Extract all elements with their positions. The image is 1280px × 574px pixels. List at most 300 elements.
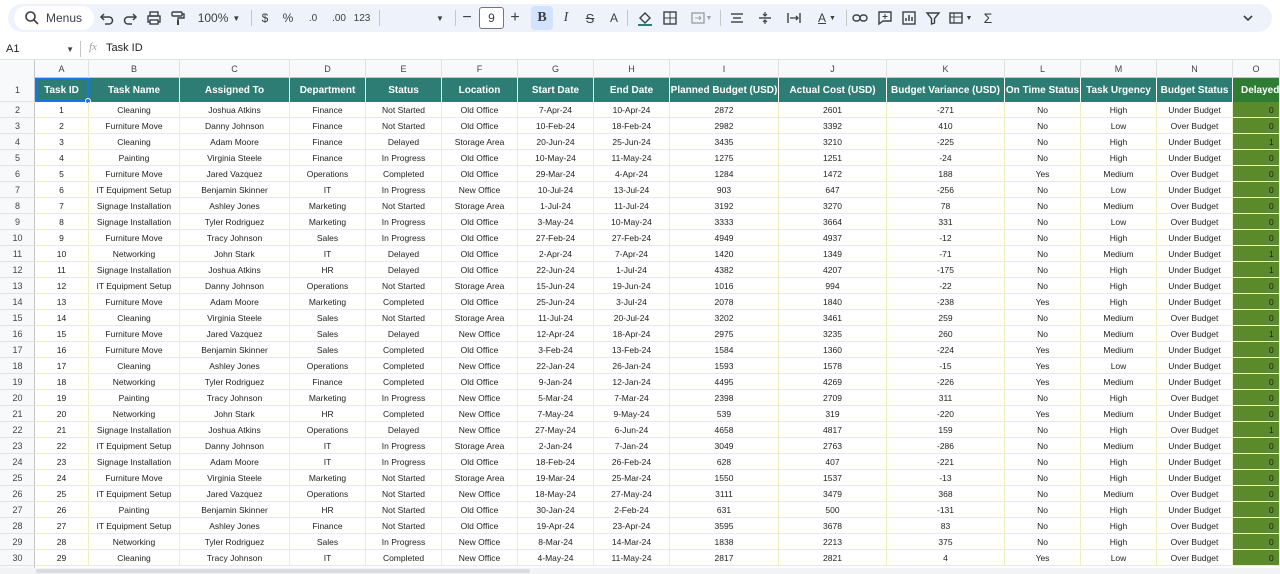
- table-cell[interactable]: 20-Jun-24: [518, 134, 594, 150]
- table-cell[interactable]: High: [1081, 230, 1157, 246]
- table-cell[interactable]: 13: [35, 294, 89, 310]
- table-cell[interactable]: 0: [1233, 294, 1280, 310]
- table-cell[interactable]: Benjamin Skinner: [180, 502, 290, 518]
- table-cell[interactable]: Signage Installation: [89, 198, 180, 214]
- table-cell[interactable]: Furniture Move: [89, 230, 180, 246]
- table-cell[interactable]: 2982: [670, 118, 779, 134]
- table-cell[interactable]: In Progress: [366, 214, 442, 230]
- table-cell[interactable]: 0: [1233, 310, 1280, 326]
- row-header[interactable]: 29: [0, 534, 35, 550]
- table-cell[interactable]: Networking: [89, 374, 180, 390]
- table-cell[interactable]: Medium: [1081, 166, 1157, 182]
- table-cell[interactable]: Benjamin Skinner: [180, 342, 290, 358]
- table-cell[interactable]: 368: [887, 486, 1005, 502]
- table-cell[interactable]: 1578: [779, 358, 887, 374]
- table-cell[interactable]: 19-Jun-24: [594, 278, 670, 294]
- table-cell[interactable]: 0: [1233, 374, 1280, 390]
- table-cell[interactable]: Yes: [1005, 342, 1081, 358]
- row-header[interactable]: 18: [0, 358, 35, 374]
- table-cell[interactable]: Old Office: [442, 342, 518, 358]
- table-cell[interactable]: Not Started: [366, 310, 442, 326]
- table-cell[interactable]: Ashley Jones: [180, 358, 290, 374]
- table-cell[interactable]: Under Budget: [1157, 102, 1233, 118]
- header-cell[interactable]: Location: [442, 78, 518, 102]
- table-cell[interactable]: Yes: [1005, 358, 1081, 374]
- table-cell[interactable]: 18-Apr-24: [594, 326, 670, 342]
- table-cell[interactable]: 647: [779, 182, 887, 198]
- table-cell[interactable]: High: [1081, 150, 1157, 166]
- table-cell[interactable]: Sales: [290, 230, 366, 246]
- row-header[interactable]: 21: [0, 406, 35, 422]
- table-cell[interactable]: 2078: [670, 294, 779, 310]
- table-cell[interactable]: 1838: [670, 534, 779, 550]
- table-cell[interactable]: 25-Jun-24: [594, 134, 670, 150]
- header-cell[interactable]: Budget Variance (USD): [887, 78, 1005, 102]
- header-cell[interactable]: Task Urgency: [1081, 78, 1157, 102]
- font-size-input[interactable]: [479, 7, 504, 29]
- table-cell[interactable]: Virginia Steele: [180, 150, 290, 166]
- table-cell[interactable]: 10: [35, 246, 89, 262]
- table-cell[interactable]: 3: [35, 134, 89, 150]
- table-cell[interactable]: 0: [1233, 182, 1280, 198]
- formula-input[interactable]: Task ID: [106, 42, 143, 54]
- table-cell[interactable]: Old Office: [442, 246, 518, 262]
- table-cell[interactable]: Yes: [1005, 166, 1081, 182]
- percent-format-button[interactable]: [281, 6, 295, 30]
- table-cell[interactable]: 1016: [670, 278, 779, 294]
- table-cell[interactable]: 15-Jun-24: [518, 278, 594, 294]
- table-cell[interactable]: Marketing: [290, 390, 366, 406]
- table-cell[interactable]: 27-Feb-24: [518, 230, 594, 246]
- table-cell[interactable]: IT: [290, 550, 366, 566]
- table-cell[interactable]: 22-Jun-24: [518, 262, 594, 278]
- table-cell[interactable]: 3435: [670, 134, 779, 150]
- table-cell[interactable]: Medium: [1081, 406, 1157, 422]
- borders-icon[interactable]: [661, 6, 679, 30]
- table-cell[interactable]: High: [1081, 534, 1157, 550]
- table-cell[interactable]: No: [1005, 470, 1081, 486]
- table-cell[interactable]: Under Budget: [1157, 502, 1233, 518]
- table-cell[interactable]: Not Started: [366, 470, 442, 486]
- table-cell[interactable]: 1: [1233, 262, 1280, 278]
- table-cell[interactable]: In Progress: [366, 390, 442, 406]
- table-cell[interactable]: Painting: [89, 390, 180, 406]
- table-cell[interactable]: Under Budget: [1157, 182, 1233, 198]
- table-cell[interactable]: 0: [1233, 438, 1280, 454]
- table-cell[interactable]: Medium: [1081, 486, 1157, 502]
- table-cell[interactable]: Danny Johnson: [180, 438, 290, 454]
- table-cell[interactable]: 7-May-24: [518, 406, 594, 422]
- table-cell[interactable]: Storage Area: [442, 310, 518, 326]
- table-cell[interactable]: 2213: [779, 534, 887, 550]
- table-cell[interactable]: 4937: [779, 230, 887, 246]
- table-cell[interactable]: -256: [887, 182, 1005, 198]
- column-header-l[interactable]: L: [1005, 60, 1081, 78]
- table-cell[interactable]: 259: [887, 310, 1005, 326]
- table-cell[interactable]: Adam Moore: [180, 134, 290, 150]
- table-cell[interactable]: 10-May-24: [518, 150, 594, 166]
- table-cell[interactable]: No: [1005, 182, 1081, 198]
- merge-cells-icon[interactable]: [686, 6, 716, 30]
- header-cell[interactable]: Assigned To: [180, 78, 290, 102]
- row-header[interactable]: 3: [0, 118, 35, 134]
- table-cell[interactable]: Tyler Rodriguez: [180, 374, 290, 390]
- table-cell[interactable]: 331: [887, 214, 1005, 230]
- table-cell[interactable]: 13-Feb-24: [594, 342, 670, 358]
- table-cell[interactable]: IT Equipment Setup: [89, 182, 180, 198]
- table-cell[interactable]: 25-Mar-24: [594, 470, 670, 486]
- table-cell[interactable]: HR: [290, 262, 366, 278]
- text-rotation-button[interactable]: [813, 6, 841, 30]
- table-cell[interactable]: 539: [670, 406, 779, 422]
- table-cell[interactable]: 0: [1233, 358, 1280, 374]
- table-cell[interactable]: 2872: [670, 102, 779, 118]
- table-cell[interactable]: 7-Apr-24: [594, 246, 670, 262]
- table-cell[interactable]: Not Started: [366, 278, 442, 294]
- table-cell[interactable]: No: [1005, 518, 1081, 534]
- table-cell[interactable]: Delayed: [366, 326, 442, 342]
- table-cell[interactable]: 18-May-24: [518, 486, 594, 502]
- table-cell[interactable]: Ashley Jones: [180, 518, 290, 534]
- table-cell[interactable]: No: [1005, 246, 1081, 262]
- table-cell[interactable]: HR: [290, 502, 366, 518]
- row-header[interactable]: 9: [0, 214, 35, 230]
- table-cell[interactable]: 2709: [779, 390, 887, 406]
- decrease-decimal-button[interactable]: [304, 6, 322, 30]
- table-cell[interactable]: 0: [1233, 502, 1280, 518]
- table-cell[interactable]: 3-May-24: [518, 214, 594, 230]
- table-cell[interactable]: Over Budget: [1157, 166, 1233, 182]
- table-cell[interactable]: 16: [35, 342, 89, 358]
- table-cell[interactable]: Old Office: [442, 454, 518, 470]
- chart-icon[interactable]: [900, 6, 918, 30]
- table-cell[interactable]: -131: [887, 502, 1005, 518]
- column-header-o[interactable]: O: [1233, 60, 1280, 78]
- table-cell[interactable]: 407: [779, 454, 887, 470]
- table-cell[interactable]: 0: [1233, 118, 1280, 134]
- table-cell[interactable]: 1349: [779, 246, 887, 262]
- table-cell[interactable]: High: [1081, 422, 1157, 438]
- table-cell[interactable]: New Office: [442, 534, 518, 550]
- table-cell[interactable]: Under Budget: [1157, 262, 1233, 278]
- table-cell[interactable]: Medium: [1081, 246, 1157, 262]
- table-cell[interactable]: 1: [35, 102, 89, 118]
- table-cell[interactable]: In Progress: [366, 454, 442, 470]
- table-cell[interactable]: 3235: [779, 326, 887, 342]
- table-cell[interactable]: Under Budget: [1157, 134, 1233, 150]
- table-cell[interactable]: 2: [35, 118, 89, 134]
- table-cell[interactable]: 27-May-24: [594, 486, 670, 502]
- row-header[interactable]: 2: [0, 102, 35, 118]
- table-cell[interactable]: Old Office: [442, 214, 518, 230]
- table-cell[interactable]: Low: [1081, 182, 1157, 198]
- table-cell[interactable]: -271: [887, 102, 1005, 118]
- table-cell[interactable]: Not Started: [366, 102, 442, 118]
- table-cell[interactable]: 12: [35, 278, 89, 294]
- row-header[interactable]: 14: [0, 294, 35, 310]
- table-cell[interactable]: Sales: [290, 534, 366, 550]
- table-cell[interactable]: Marketing: [290, 198, 366, 214]
- table-cell[interactable]: Delayed: [366, 262, 442, 278]
- column-header-f[interactable]: F: [442, 60, 518, 78]
- table-cell[interactable]: Networking: [89, 246, 180, 262]
- table-cell[interactable]: 3111: [670, 486, 779, 502]
- table-cell[interactable]: New Office: [442, 406, 518, 422]
- table-cell[interactable]: 1472: [779, 166, 887, 182]
- table-cell[interactable]: 2975: [670, 326, 779, 342]
- table-cell[interactable]: 20: [35, 406, 89, 422]
- table-cell[interactable]: Signage Installation: [89, 454, 180, 470]
- table-cell[interactable]: New Office: [442, 422, 518, 438]
- row-header[interactable]: 11: [0, 246, 35, 262]
- column-header-e[interactable]: E: [366, 60, 442, 78]
- table-cell[interactable]: Completed: [366, 374, 442, 390]
- table-cell[interactable]: Medium: [1081, 374, 1157, 390]
- table-cell[interactable]: Operations: [290, 278, 366, 294]
- table-cell[interactable]: Medium: [1081, 326, 1157, 342]
- table-cell[interactable]: High: [1081, 518, 1157, 534]
- row-header[interactable]: 24: [0, 454, 35, 470]
- table-cell[interactable]: 4269: [779, 374, 887, 390]
- table-cell[interactable]: Furniture Move: [89, 470, 180, 486]
- table-cell[interactable]: 1420: [670, 246, 779, 262]
- table-cell[interactable]: Medium: [1081, 438, 1157, 454]
- bold-button[interactable]: [531, 6, 553, 30]
- row-header[interactable]: 19: [0, 374, 35, 390]
- fill-color-icon[interactable]: [636, 6, 654, 30]
- table-cell[interactable]: New Office: [442, 390, 518, 406]
- table-cell[interactable]: Low: [1081, 550, 1157, 566]
- table-cell[interactable]: Not Started: [366, 502, 442, 518]
- table-cell[interactable]: Delayed: [366, 246, 442, 262]
- column-header-b[interactable]: B: [89, 60, 180, 78]
- table-cell[interactable]: Old Office: [442, 374, 518, 390]
- table-cell[interactable]: 19: [35, 390, 89, 406]
- table-cell[interactable]: Over Budget: [1157, 518, 1233, 534]
- table-cell[interactable]: Benjamin Skinner: [180, 182, 290, 198]
- table-cell[interactable]: 1: [1233, 134, 1280, 150]
- header-cell[interactable]: Task Name: [89, 78, 180, 102]
- increase-decimal-button[interactable]: [328, 6, 350, 30]
- table-cell[interactable]: Medium: [1081, 342, 1157, 358]
- table-cell[interactable]: Sales: [290, 326, 366, 342]
- table-cell[interactable]: 27-May-24: [518, 422, 594, 438]
- table-cell[interactable]: Old Office: [442, 294, 518, 310]
- row-header[interactable]: 4: [0, 134, 35, 150]
- header-cell[interactable]: Budget Status: [1157, 78, 1233, 102]
- horizontal-scrollbar[interactable]: [0, 568, 1280, 574]
- table-cell[interactable]: Operations: [290, 166, 366, 182]
- table-cell[interactable]: 5: [35, 166, 89, 182]
- table-cell[interactable]: Finance: [290, 150, 366, 166]
- more-formats-button[interactable]: [352, 6, 372, 30]
- table-cell[interactable]: Yes: [1005, 374, 1081, 390]
- table-cell[interactable]: 6: [35, 182, 89, 198]
- table-cell[interactable]: 8: [35, 214, 89, 230]
- table-cell[interactable]: Medium: [1081, 198, 1157, 214]
- table-cell[interactable]: 1284: [670, 166, 779, 182]
- column-header-c[interactable]: C: [180, 60, 290, 78]
- paint-format-icon[interactable]: [169, 6, 187, 30]
- table-cell[interactable]: Furniture Move: [89, 342, 180, 358]
- table-cell[interactable]: Under Budget: [1157, 454, 1233, 470]
- table-cell[interactable]: 20-Jul-24: [594, 310, 670, 326]
- table-cell[interactable]: 12-Apr-24: [518, 326, 594, 342]
- row-header[interactable]: 6: [0, 166, 35, 182]
- table-cell[interactable]: Under Budget: [1157, 150, 1233, 166]
- table-cell[interactable]: 26-Jan-24: [594, 358, 670, 374]
- table-cell[interactable]: Completed: [366, 358, 442, 374]
- table-cell[interactable]: 500: [779, 502, 887, 518]
- row-header[interactable]: 25: [0, 470, 35, 486]
- table-cell[interactable]: -224: [887, 342, 1005, 358]
- table-cell[interactable]: High: [1081, 454, 1157, 470]
- table-cell[interactable]: 2817: [670, 550, 779, 566]
- table-cell[interactable]: 3192: [670, 198, 779, 214]
- table-cell[interactable]: 3270: [779, 198, 887, 214]
- table-cell[interactable]: 0: [1233, 230, 1280, 246]
- header-cell[interactable]: On Time Status: [1005, 78, 1081, 102]
- table-cell[interactable]: 0: [1233, 166, 1280, 182]
- table-cell[interactable]: Finance: [290, 134, 366, 150]
- table-cell[interactable]: High: [1081, 102, 1157, 118]
- header-cell[interactable]: Status: [366, 78, 442, 102]
- table-cell[interactable]: Furniture Move: [89, 118, 180, 134]
- table-cell[interactable]: Painting: [89, 150, 180, 166]
- table-cell[interactable]: Finance: [290, 374, 366, 390]
- font-dropdown[interactable]: [430, 6, 450, 30]
- table-cell[interactable]: Low: [1081, 214, 1157, 230]
- table-cell[interactable]: Signage Installation: [89, 214, 180, 230]
- table-cell[interactable]: Painting: [89, 502, 180, 518]
- column-header-g[interactable]: G: [518, 60, 594, 78]
- table-cell[interactable]: No: [1005, 118, 1081, 134]
- table-cell[interactable]: No: [1005, 102, 1081, 118]
- table-cell[interactable]: In Progress: [366, 182, 442, 198]
- table-cell[interactable]: Furniture Move: [89, 166, 180, 182]
- table-cell[interactable]: Adam Moore: [180, 294, 290, 310]
- table-cell[interactable]: Sales: [290, 310, 366, 326]
- table-cell[interactable]: Under Budget: [1157, 438, 1233, 454]
- table-cell[interactable]: 3461: [779, 310, 887, 326]
- row-header[interactable]: 13: [0, 278, 35, 294]
- table-cell[interactable]: New Office: [442, 358, 518, 374]
- table-cell[interactable]: Under Budget: [1157, 470, 1233, 486]
- table-cell[interactable]: Old Office: [442, 502, 518, 518]
- table-cell[interactable]: 25: [35, 486, 89, 502]
- table-cell[interactable]: 3664: [779, 214, 887, 230]
- table-cell[interactable]: 375: [887, 534, 1005, 550]
- zoom-select[interactable]: [194, 6, 244, 30]
- table-cell[interactable]: Adam Moore: [180, 454, 290, 470]
- table-cell[interactable]: New Office: [442, 326, 518, 342]
- table-cell[interactable]: Virginia Steele: [180, 470, 290, 486]
- table-cell[interactable]: Jared Vazquez: [180, 326, 290, 342]
- table-cell[interactable]: 0: [1233, 550, 1280, 566]
- table-cell[interactable]: Completed: [366, 294, 442, 310]
- table-cell[interactable]: 631: [670, 502, 779, 518]
- table-cell[interactable]: 17: [35, 358, 89, 374]
- table-cell[interactable]: 2821: [779, 550, 887, 566]
- table-cell[interactable]: Operations: [290, 358, 366, 374]
- table-cell[interactable]: HR: [290, 406, 366, 422]
- table-cell[interactable]: 4495: [670, 374, 779, 390]
- table-cell[interactable]: Storage Area: [442, 278, 518, 294]
- column-header-a[interactable]: A: [35, 60, 89, 78]
- table-cell[interactable]: Over Budget: [1157, 550, 1233, 566]
- table-cell[interactable]: No: [1005, 486, 1081, 502]
- table-cell[interactable]: 1: [1233, 246, 1280, 262]
- table-cell[interactable]: No: [1005, 230, 1081, 246]
- row-header[interactable]: 26: [0, 486, 35, 502]
- table-cell[interactable]: 12-Jan-24: [594, 374, 670, 390]
- table-cell[interactable]: 2398: [670, 390, 779, 406]
- table-cell[interactable]: 0: [1233, 470, 1280, 486]
- table-cell[interactable]: Tyler Rodriguez: [180, 534, 290, 550]
- table-cell[interactable]: Not Started: [366, 486, 442, 502]
- table-cell[interactable]: 311: [887, 390, 1005, 406]
- table-cell[interactable]: 0: [1233, 214, 1280, 230]
- text-color-button[interactable]: [606, 6, 622, 30]
- table-cell[interactable]: 4658: [670, 422, 779, 438]
- row-header[interactable]: 15: [0, 310, 35, 326]
- table-cell[interactable]: 28: [35, 534, 89, 550]
- table-cell[interactable]: 3392: [779, 118, 887, 134]
- table-cell[interactable]: 4: [35, 150, 89, 166]
- table-cell[interactable]: Ashley Jones: [180, 198, 290, 214]
- table-cell[interactable]: 83: [887, 518, 1005, 534]
- table-cell[interactable]: No: [1005, 502, 1081, 518]
- table-cell[interactable]: 14: [35, 310, 89, 326]
- column-header-m[interactable]: M: [1081, 60, 1157, 78]
- row-header[interactable]: 5: [0, 150, 35, 166]
- table-cell[interactable]: Medium: [1081, 310, 1157, 326]
- vertical-align-icon[interactable]: [753, 6, 777, 30]
- table-cell[interactable]: Over Budget: [1157, 118, 1233, 134]
- table-cell[interactable]: 0: [1233, 150, 1280, 166]
- table-cell[interactable]: Over Budget: [1157, 198, 1233, 214]
- table-cell[interactable]: Joshua Atkins: [180, 102, 290, 118]
- table-cell[interactable]: New Office: [442, 550, 518, 566]
- table-cell[interactable]: Yes: [1005, 550, 1081, 566]
- table-cell[interactable]: 159: [887, 422, 1005, 438]
- table-cell[interactable]: 27: [35, 518, 89, 534]
- table-cell[interactable]: 27-Feb-24: [594, 230, 670, 246]
- table-cell[interactable]: Storage Area: [442, 198, 518, 214]
- table-cell[interactable]: 10-Jul-24: [518, 182, 594, 198]
- table-cell[interactable]: IT Equipment Setup: [89, 486, 180, 502]
- table-cell[interactable]: 7-Mar-24: [594, 390, 670, 406]
- table-cell[interactable]: Finance: [290, 518, 366, 534]
- table-cell[interactable]: -238: [887, 294, 1005, 310]
- row-header[interactable]: 16: [0, 326, 35, 342]
- table-cell[interactable]: IT: [290, 454, 366, 470]
- table-cell[interactable]: Old Office: [442, 118, 518, 134]
- table-cell[interactable]: 0: [1233, 406, 1280, 422]
- table-cell[interactable]: No: [1005, 438, 1081, 454]
- table-cell[interactable]: 0: [1233, 342, 1280, 358]
- table-cell[interactable]: Old Office: [442, 262, 518, 278]
- table-cell[interactable]: 1360: [779, 342, 887, 358]
- link-icon[interactable]: [851, 6, 869, 30]
- row-header[interactable]: 22: [0, 422, 35, 438]
- header-cell[interactable]: Actual Cost (USD): [779, 78, 887, 102]
- undo-icon[interactable]: [98, 6, 116, 30]
- table-cell[interactable]: 19-Apr-24: [518, 518, 594, 534]
- table-cell[interactable]: -12: [887, 230, 1005, 246]
- header-cell[interactable]: Start Date: [518, 78, 594, 102]
- table-cell[interactable]: 0: [1233, 534, 1280, 550]
